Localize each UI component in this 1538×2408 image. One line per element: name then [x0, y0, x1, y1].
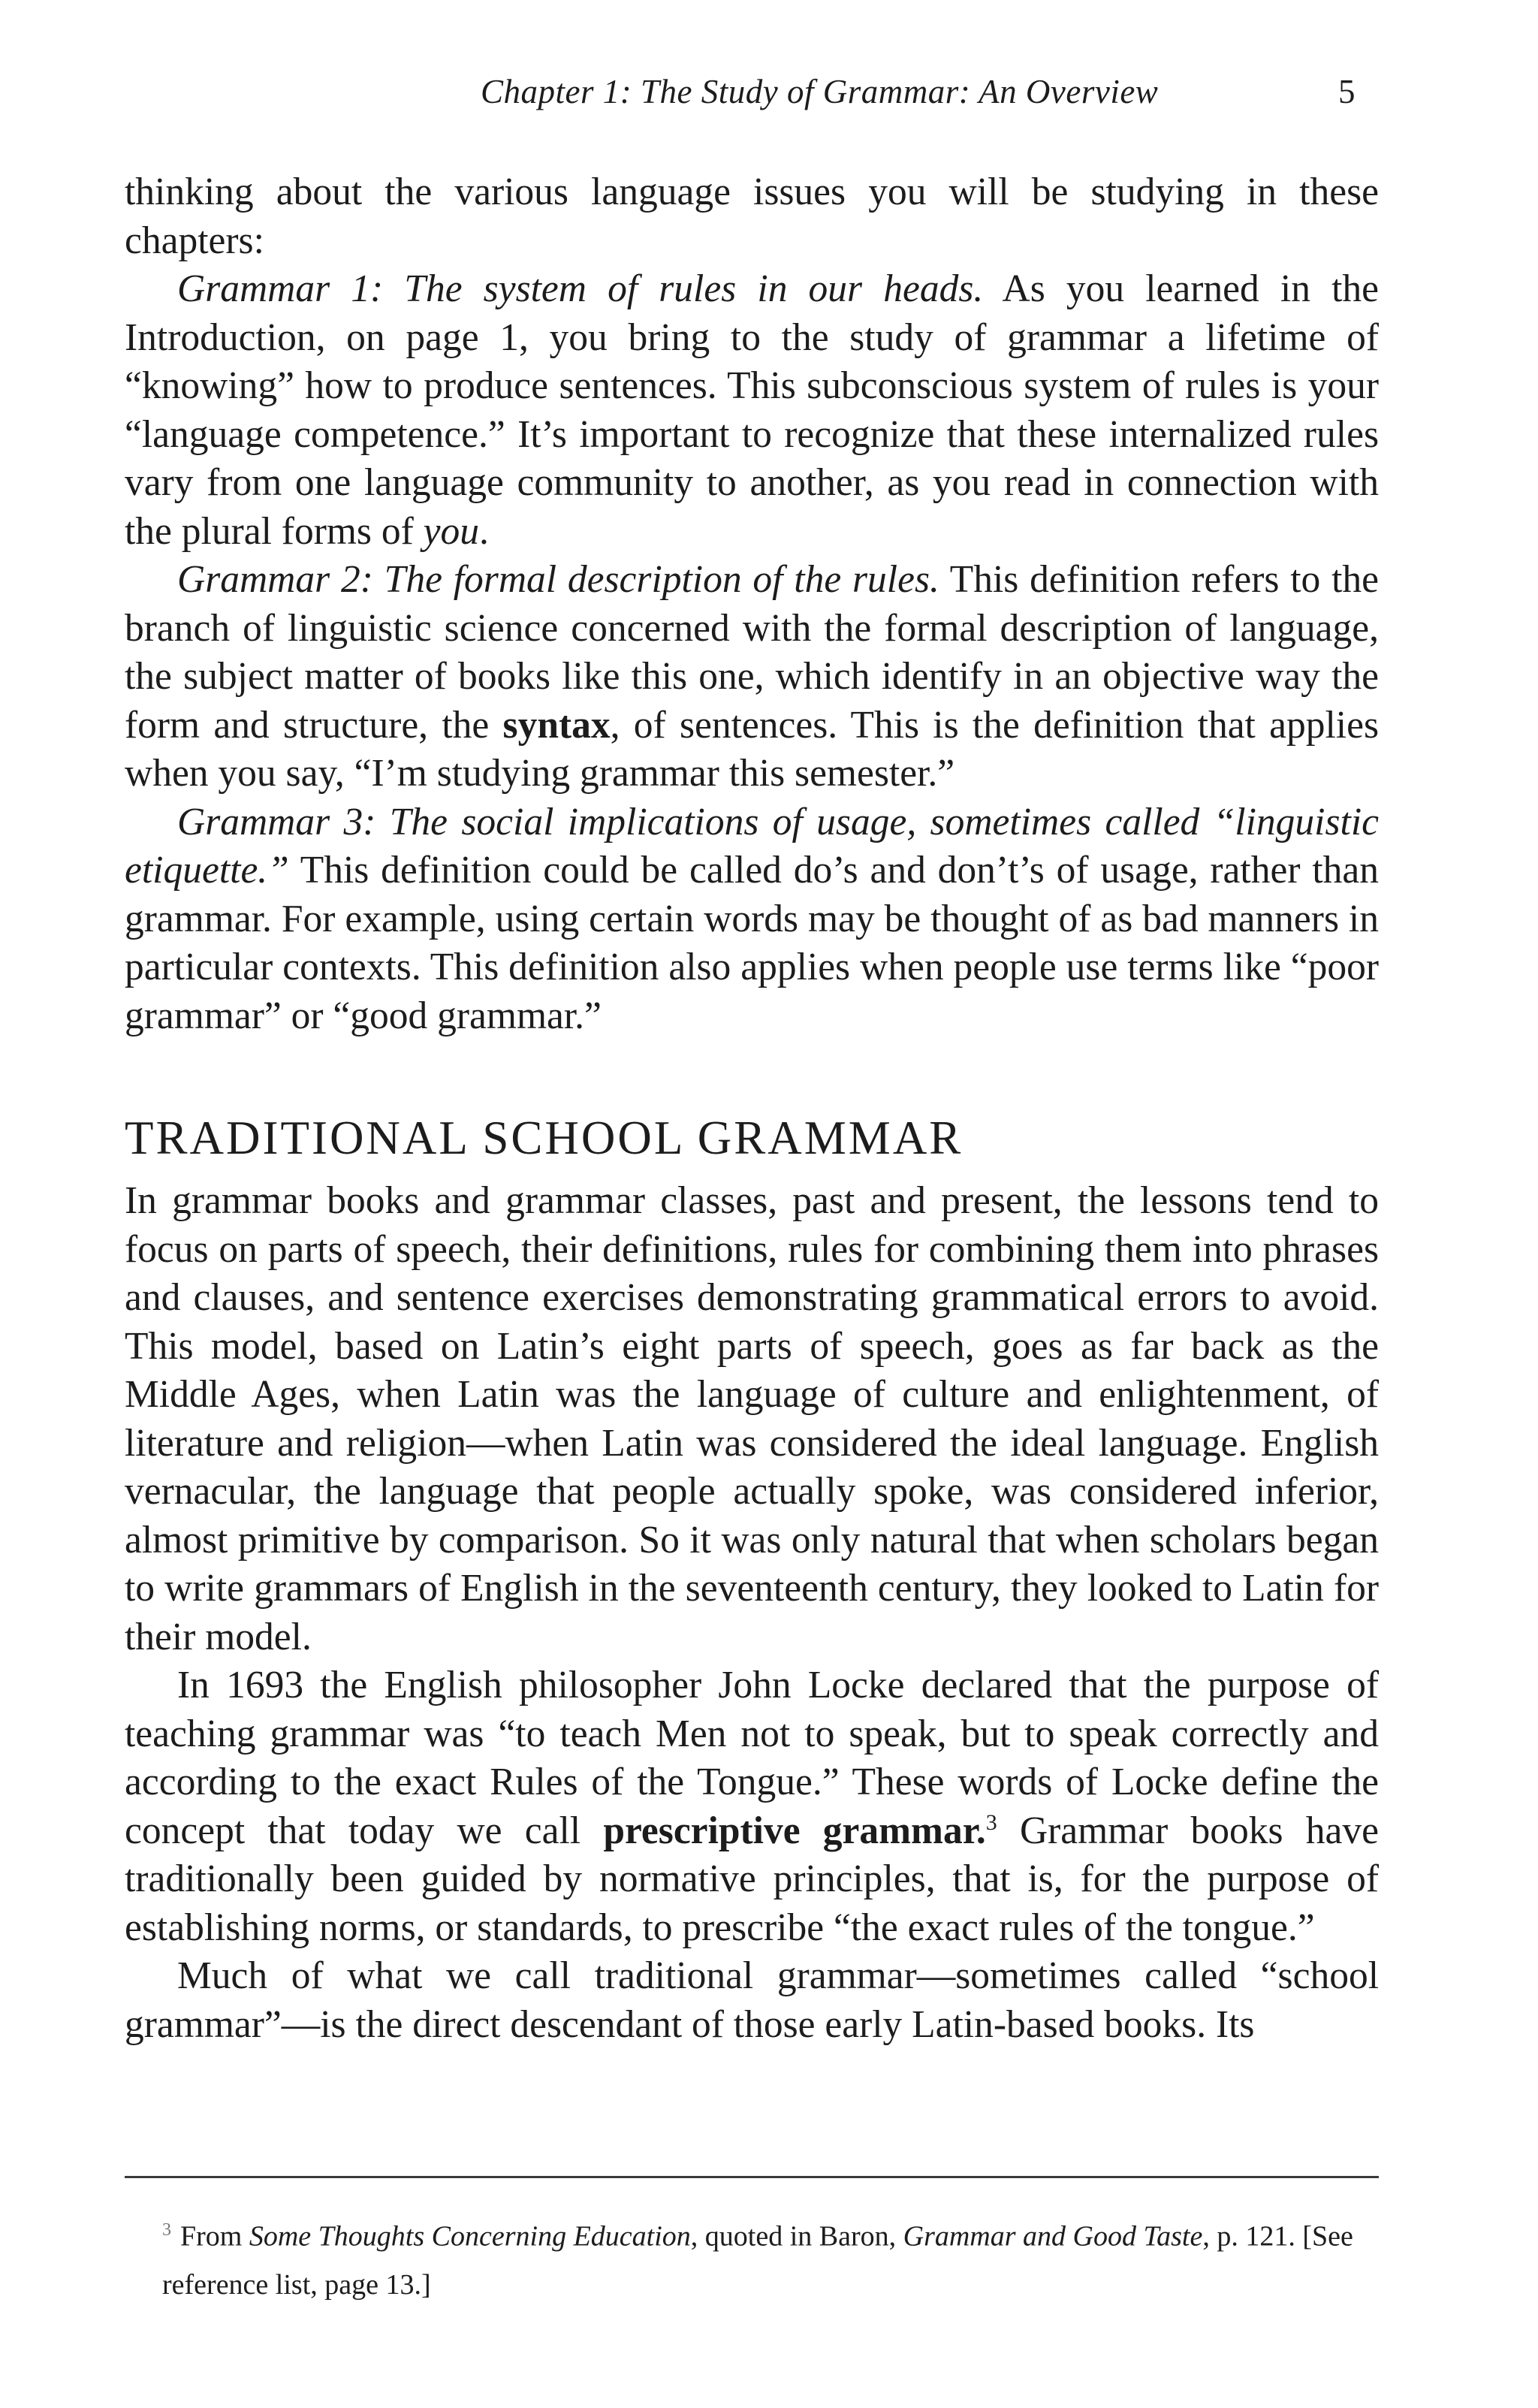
definition-grammar-1 — [125, 265, 1379, 556]
footnote-marker: 3 — [162, 2220, 171, 2240]
definition-label: Grammar 2: The formal description of the rules. — [177, 558, 939, 601]
definition-text: As you learned in the Introduction, on page 1, you bring to the study of grammar a lifetime of “knowing” how to produce sentences. This subconscious system of rules is your “language competence.” It’s important to recognize that these internalized rules vary from one language community to another, as you read in connection with the plural forms of — [125, 267, 1379, 553]
footnote-cited-title: Grammar and Good Taste — [903, 2220, 1203, 2253]
paragraph-text: Grammar books have traditionally been guided by normative principles, that is, for the purpose of establishing norms, or standards, to prescribe “the exact rules of the tongue.” — [125, 1809, 1379, 1949]
definition-text: This definition could be called do’s and don’t’s of usage, rather than grammar. For example, using certain words may be thought of as bad manners in particular contexts. This definition also applies when people use terms like “poor grammar” or “good grammar.” — [125, 849, 1379, 1037]
footnote-text: From — [180, 2220, 249, 2253]
definition-grammar-2 — [125, 556, 1379, 798]
definition-text: This definition refers to the branch of linguistic science concerned with the formal description of language, the subject matter of books like this one, which identify in an objective way the form and structure, the — [125, 558, 1380, 747]
key-term-syntax: syntax — [502, 703, 611, 747]
footnote-divider — [125, 2176, 1379, 2178]
footnote — [162, 2206, 1379, 2309]
footnote-text: , p. 121. [See reference list, page 13.] — [162, 2220, 1353, 2301]
definition-label: Grammar 3: The social implications of usage, sometimes called “linguistic etiquette.” — [125, 800, 1379, 892]
section-paragraph-3: Much of what we call traditional grammar—sometimes called “school grammar”—is the direct descendant of those early Latin-based books. Its — [125, 1954, 1379, 2046]
paragraph-text: In 1693 the English philosopher John Locke declared that the purpose of teaching grammar was “to teach Men not to speak, but to speak correctly and according to the exact Rules of the Tongue.” These words of Locke define the concept that today we call — [125, 1664, 1379, 1852]
emphasis-you: you — [423, 509, 479, 553]
definition-tail: . — [478, 509, 489, 553]
definition-label: Grammar 1: The system of rules in our heads. — [177, 267, 984, 310]
page-body — [125, 168, 1379, 2049]
intro-paragraph: thinking about the various language issues you will be studying in these chapters: — [125, 170, 1379, 262]
footnote-text: , quoted in Baron, — [690, 2220, 903, 2253]
footnote-source-title: Some Thoughts Concerning Education — [249, 2220, 691, 2253]
section-paragraph-2 — [125, 1661, 1379, 1952]
page-number: 5 — [1338, 73, 1356, 110]
definition-text: , of sentences. This is the definition that applies when you say, “I’m studying grammar this semester.” — [125, 703, 1380, 795]
section-paragraph-1: In grammar books and grammar classes, past and present, the lessons tend to focus on parts of speech, their definitions, rules for combining them into phrases and clauses, and sentence exercises demonstrating grammatical errors to avoid. This model, based on Latin’s eight parts of speech, goes as far back as the Middle Ages, when Latin was the language of culture and enlightenment, of literature and religion—when Latin was considered the ideal language. English vernacular, the language that people actually spoke, was considered inferior, almost primitive by comparison. So it was only natural that when scholars began to write grammars of English in the seventeenth century, they looked to Latin for their model. — [125, 1179, 1379, 1658]
key-term-prescriptive-grammar: prescriptive grammar. — [603, 1809, 986, 1852]
running-head — [0, 72, 1538, 132]
chapter-title: Chapter 1: The Study of Grammar: An Overview — [481, 73, 1159, 110]
section-heading: TRADITIONAL SCHOOL GRAMMAR — [125, 1112, 964, 1164]
definition-grammar-3 — [125, 798, 1379, 1041]
footnote-reference: 3 — [985, 1809, 997, 1835]
